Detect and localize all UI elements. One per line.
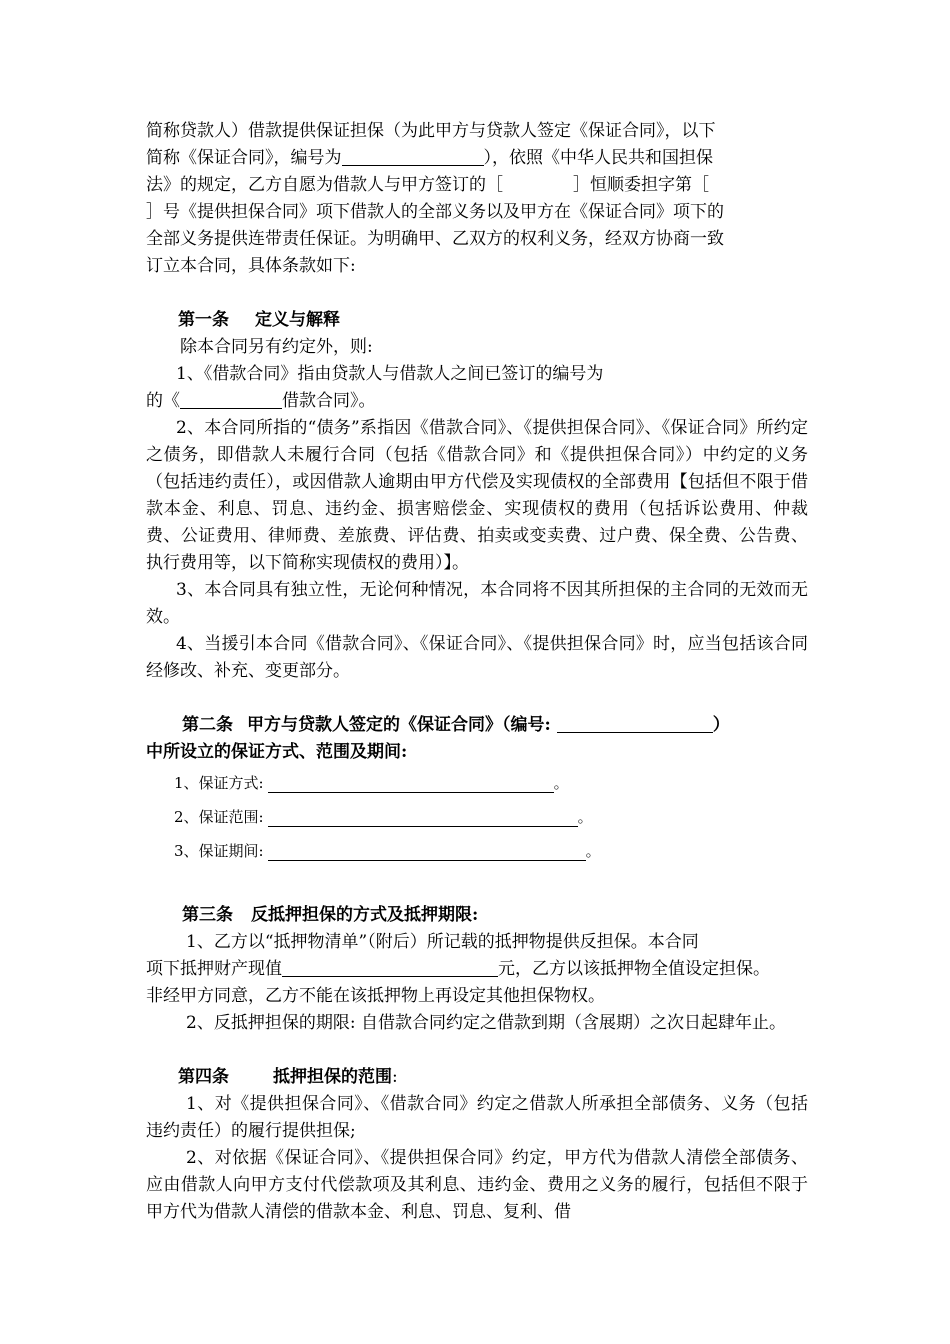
article-1-item-1-prefix: 的《: [146, 391, 180, 411]
intro-text-3a: 法》的规定，乙方自愿为借款人与甲方签订的［: [146, 175, 503, 195]
article-2-title-a: 甲方与贷款人签定的《保证合同》（编号:: [247, 715, 551, 735]
article-1-item-3: 3、本合同具有独立性，无论何种情况，本合同将不因其所担保的主合同的无效而无效。: [146, 580, 808, 627]
contract-number-blank: [342, 147, 484, 166]
intro-line-4: [146, 199, 808, 226]
guarantee-scope-row: [146, 800, 808, 834]
intro-line-3: [146, 172, 808, 199]
intro-text-3b: ］恒顺委担字第［: [573, 175, 709, 195]
article-3-item-1: [146, 929, 808, 956]
article-3-number: 第三条: [182, 905, 233, 925]
article-2-title-b: ）: [712, 715, 730, 735]
collateral-value-blank: [282, 958, 498, 977]
intro-text-6: 订立本合同，具体条款如下:: [146, 256, 356, 276]
article-1-number: 第一条: [178, 310, 229, 330]
article-3-item-1-text: 1、乙方以“抵押物清单”（附后）所记载的抵押物提供反担保。本合同: [186, 932, 699, 952]
guarantee-period-label: 3、保证期间:: [174, 842, 264, 860]
intro-text-2b: ），依照《中华人民共和国担保: [483, 148, 713, 168]
article-1-heading: [146, 307, 808, 334]
article-1-preamble: [146, 334, 808, 361]
article-1-title: 定义与解释: [255, 310, 340, 330]
article-2-number: 第二条: [182, 715, 233, 735]
intro-text-5: 全部义务提供连带责任保证。为明确甲、乙双方的权利义务，经双方协商一致: [146, 229, 724, 249]
article-1-preamble-text: 除本合同另有约定外，则:: [180, 337, 373, 357]
guarantee-method-row: [146, 766, 808, 800]
guarantee-contract-number-blank: [557, 714, 713, 733]
article-4-item-2: 2、对依据《保证合同》、《提供担保合同》约定，甲方代为借款人清偿全部债务、应由借款人向甲方支付代偿款项及其利息、违约金、费用之义务的履行，包括但不限于甲方代为借款人清偿的借款本金、利息、罚息、复利、借: [146, 1148, 808, 1222]
article-3-item-1-value-suffix: 元，乙方以该抵押物全值设定担保。: [498, 959, 770, 979]
article-1-item-1-suffix: 借款合同》。: [282, 391, 376, 411]
guarantee-period-row: [146, 834, 808, 868]
guarantee-method-blank: [268, 774, 554, 793]
article-1-item-1-text: 1、《借款合同》指由贷款人与借款人之间已签订的编号为: [176, 364, 604, 384]
loan-contract-name-blank: [180, 390, 282, 409]
guarantee-period-end: 。: [585, 842, 601, 860]
guarantee-period-blank: [268, 842, 586, 861]
article-4-number: 第四条: [178, 1067, 229, 1087]
article-2-heading: [146, 712, 808, 739]
article-4-item-1: 1、对《提供担保合同》、《借款合同》约定之借款人所承担全部债务、义务（包括违约责任）的履行提供担保;: [146, 1094, 808, 1141]
article-4-heading: [146, 1064, 808, 1091]
article-4-colon: :: [392, 1067, 398, 1087]
article-3-item-1-cont: [146, 956, 808, 983]
article-4-title: 抵押担保的范围: [273, 1067, 392, 1087]
guarantee-scope-end: 。: [577, 808, 593, 826]
article-2-heading-cont: [146, 739, 808, 766]
article-1-item-1-cont: [146, 388, 808, 415]
intro-line-6: [146, 253, 808, 280]
guarantee-method-end: 。: [553, 774, 569, 792]
intro-line-2: [146, 145, 808, 172]
guarantee-method-label: 1、保证方式:: [174, 774, 264, 792]
document-page: [146, 118, 808, 1226]
intro-text-4: ］号《提供担保合同》项下借款人的全部义务以及甲方在《保证合同》项下的: [146, 202, 724, 222]
guarantee-scope-label: 2、保证范围:: [174, 808, 264, 826]
article-1-item-1: [146, 361, 808, 388]
intro-text-1: 简称贷款人）借款提供保证担保（为此甲方与贷款人签定《保证合同》，以下: [146, 121, 716, 141]
article-3-heading: [146, 902, 808, 929]
intro-line-5: [146, 226, 808, 253]
article-3-title: 反抵押担保的方式及抵押期限:: [251, 905, 479, 925]
article-2-title-c: 中所设立的保证方式、范围及期间:: [146, 742, 408, 762]
guarantee-scope-blank: [268, 808, 578, 827]
intro-line-1: [146, 118, 808, 145]
article-3-item-1-cont2: [146, 983, 808, 1010]
article-3-item-1-text-d: 非经甲方同意，乙方不能在该抵押物上再设定其他担保物权。: [146, 986, 605, 1006]
article-3-item-1-value-label: 项下抵押财产现值: [146, 959, 282, 979]
intro-text-2a: 简称《保证合同》，编号为: [146, 148, 342, 168]
article-1-item-2: 2、本合同所指的“债务”系指因《借款合同》、《提供担保合同》、《保证合同》所约定之债务，即借款人未履行合同（包括《借款合同》和《提供担保合同》）中约定的义务（包括违约责任），或因借款人逾期由甲方代偿及实现债权的全部费用【包括但不限于借款本金、利息、罚息、违约金、损害赔偿金、实现债权的费用（包括诉讼费用、仲裁费、公证费用、律师费、差旅费、评估费、拍卖或变卖费、过户费、保全费、公告费、执行费用等，以下简称实现债权的费用）】。: [146, 418, 808, 573]
article-3-item-2: 2、反抵押担保的期限: 自借款合同约定之借款到期（含展期）之次日起肆年止。: [186, 1013, 786, 1033]
article-1-item-4: 4、当援引本合同《借款合同》、《保证合同》、《提供担保合同》时，应当包括该合同经修改、补充、变更部分。: [146, 634, 808, 681]
